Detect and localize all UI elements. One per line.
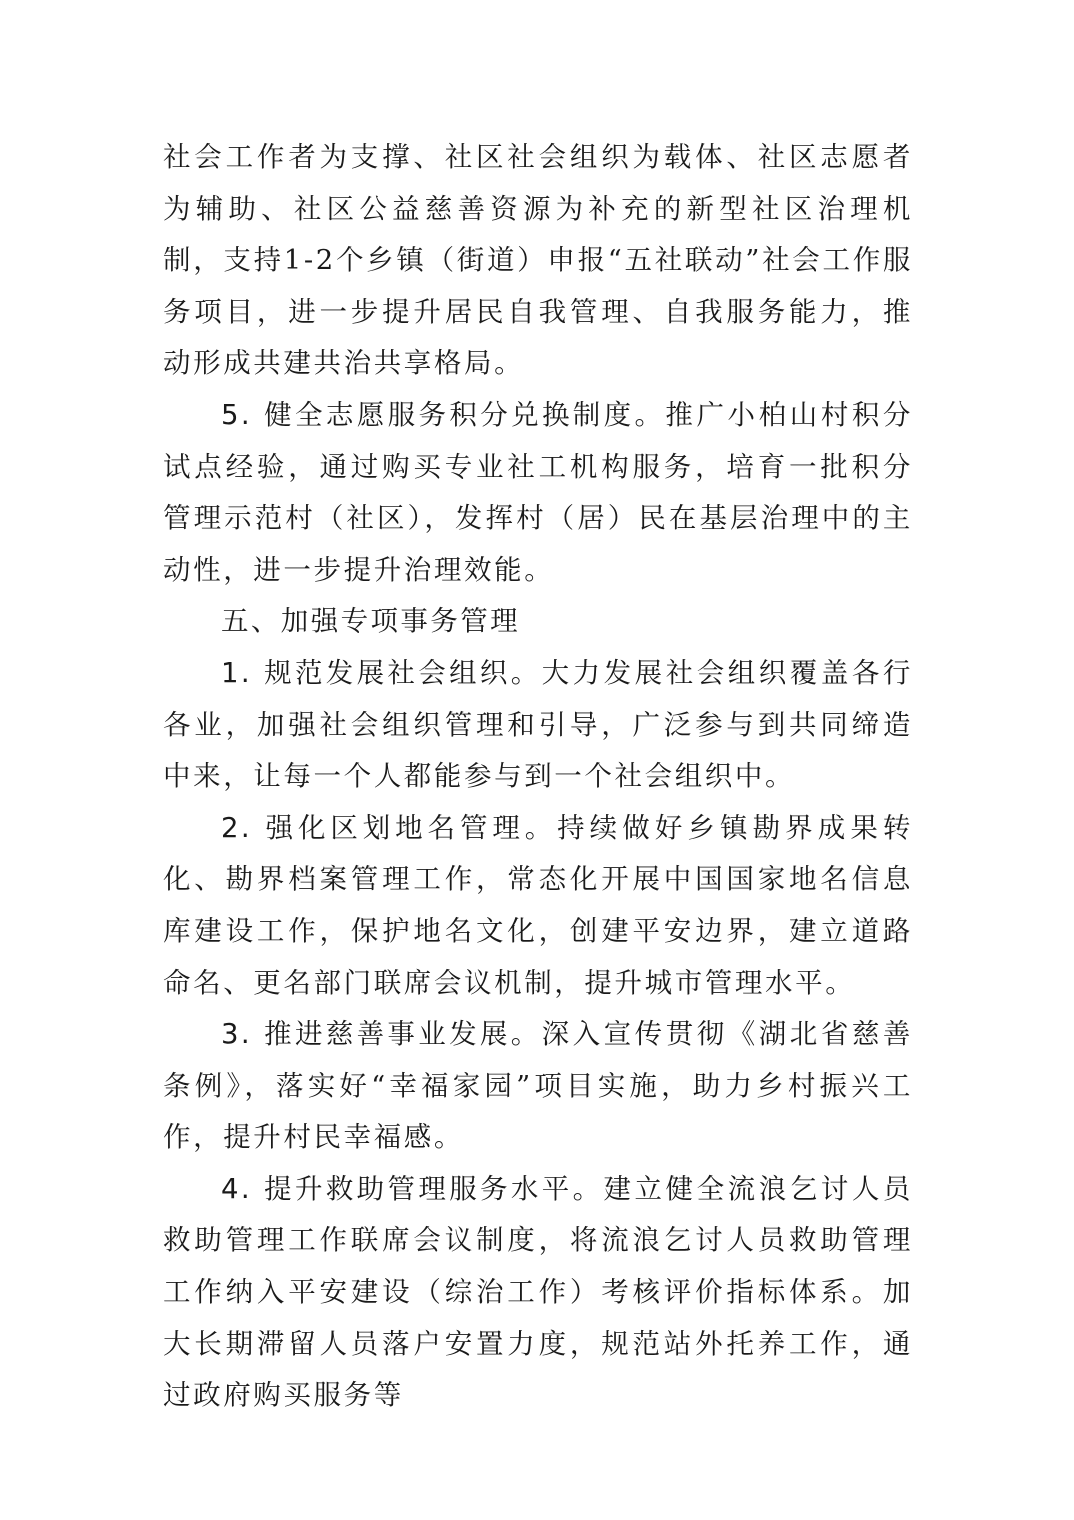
document-body bbox=[163, 132, 913, 1422]
section-item-2 bbox=[163, 803, 913, 1009]
item-text: 持续做好乡镇勘界成果转化、勘界档案管理工作，常态化开展中国国家地名信息库建设工作，保护地名文化，创建平安边界，建立道路命名、更名部门联席会议机制，提升城市管理水平。 bbox=[163, 811, 913, 999]
paragraph-text: 推广小柏山村积分试点经验，通过购买专业社工机构服务，培育一批积分管理示范村（社区），发挥村（居）民在基层治理中的主动性，进一步提升治理效能。 bbox=[163, 398, 913, 586]
item-text: 建立健全流浪乞讨人员救助管理工作联席会议制度，将流浪乞讨人员救助管理工作纳入平安建设（综治工作）考核评价指标体系。加大长期滞留人员落户安置力度，规范站外托养工作，通过政府购买服务等 bbox=[163, 1172, 913, 1412]
section-heading: 五、加强专项事务管理 bbox=[221, 605, 520, 638]
section-item-3 bbox=[163, 1009, 913, 1164]
section-item-4 bbox=[163, 1164, 913, 1422]
paragraph-continuation bbox=[163, 132, 913, 390]
section-item-1 bbox=[163, 648, 913, 803]
paragraph-item-5 bbox=[163, 390, 913, 596]
item-lead: 4. 提升救助管理服务水平。 bbox=[221, 1172, 604, 1205]
item-text: 深入宣传贯彻《湖北省慈善条例》，落实好“幸福家园”项目实施，助力乡村振兴工作，提升村民幸福感。 bbox=[163, 1018, 913, 1154]
item-text: 大力发展社会组织覆盖各行各业，加强社会组织管理和引导，广泛参与到共同缔造中来，让每一个人都能参与到一个社会组织中。 bbox=[163, 656, 913, 793]
paragraph-lead: 5. 健全志愿服务积分兑换制度。 bbox=[221, 398, 666, 431]
item-lead: 2. 强化区划地名管理。 bbox=[221, 811, 558, 844]
item-lead: 3. 推进慈善事业发展。 bbox=[221, 1018, 542, 1051]
paragraph-text: 社会工作者为支撑、社区社会组织为载体、社区志愿者为辅助、社区公益慈善资源为补充的新型社区治理机制，支持1-2个乡镇（街道）申报“五社联动”社会工作服务项目，进一步提升居民自我管理、自我服务能力，推动形成共建共治共享格局。 bbox=[163, 141, 913, 380]
item-lead: 1. 规范发展社会组织。 bbox=[221, 656, 542, 689]
